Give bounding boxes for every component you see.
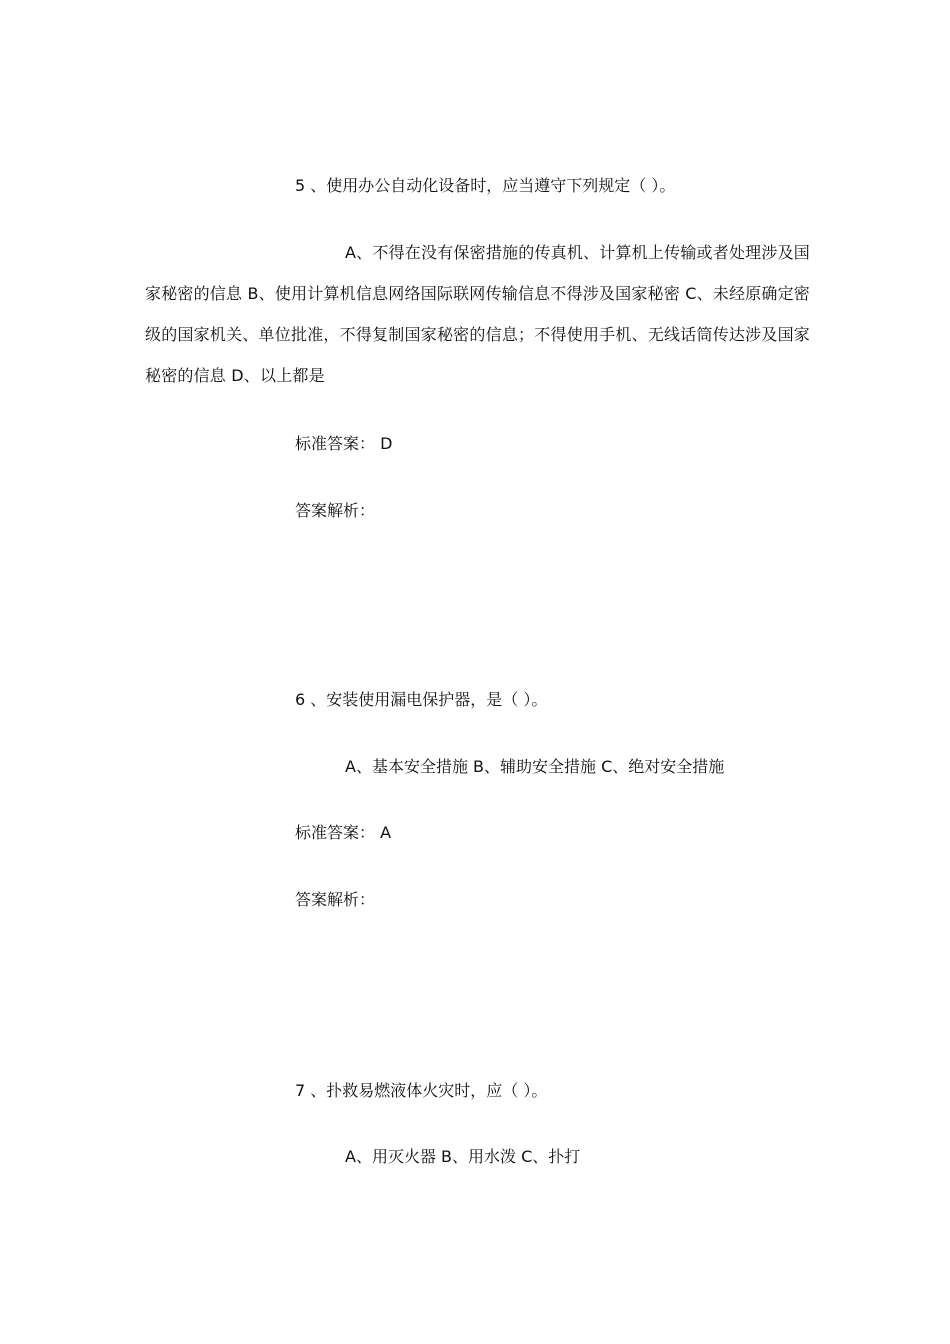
question-7-options: A、用灭火器 B、用水泼 C、扑打 (345, 1147, 581, 1166)
question-5-stem: 5 、使用办公自动化设备时，应当遵守下列规定（ ）。 (295, 176, 676, 195)
question-5-answer: 标准答案： D (295, 434, 393, 453)
question-6-answer: 标准答案： A (295, 823, 392, 842)
question-5-options: A、不得在没有保密措施的传真机、计算机上传输或者处理涉及国家秘密的信息 B、使用计算机信息网络国际联网传输信息不得涉及国家秘密 C、未经原确定密级的国家机关、单位批准，不得复制国家秘密的信息；不得使用手机、无线话筒传达涉及国家秘密的信息 D、以上都是 (145, 243, 810, 385)
question-6-stem: 6 、安装使用漏电保护器，是（ ）。 (295, 690, 548, 709)
question-6-analysis: 答案解析： (295, 890, 376, 909)
question-5-analysis: 答案解析： (295, 501, 376, 520)
question-7-stem: 7 、扑救易燃液体火灾时，应（ ）。 (295, 1081, 548, 1100)
question-6-options: A、基本安全措施 B、辅助安全措施 C、绝对安全措施 (345, 757, 725, 776)
